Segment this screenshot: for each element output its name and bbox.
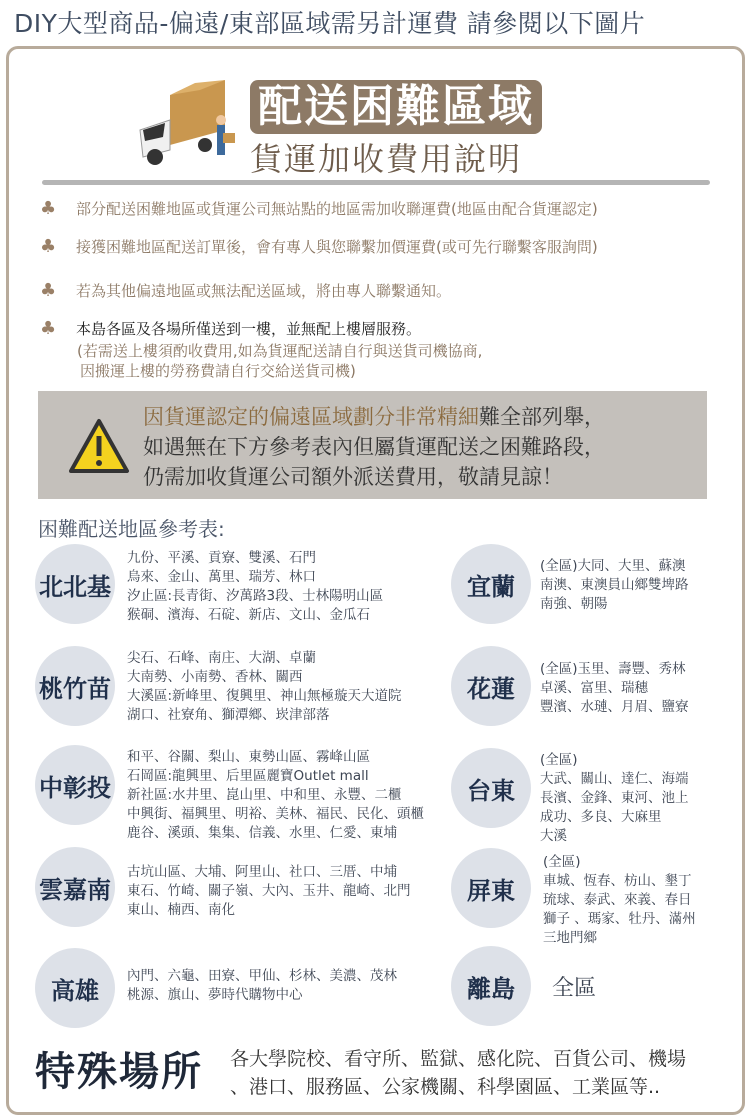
page-title: DIY大型商品-偏遠/東部區域需另計運費 請參閱以下圖片 xyxy=(14,9,646,38)
bullet-text: 部分配送困難地區或貨運公司無站點的地區需加收聯運費(地區由配合貨運認定) xyxy=(76,200,598,218)
region-areas: 全區 xyxy=(552,976,597,1001)
region-badge: 高雄 xyxy=(35,948,115,1028)
region-areas: 尖石、石峰、南庄、大湖、卓蘭 大南勢、小南勢、香林、關西 大溪區:新峰里、復興里、神山無極璇天大道院 湖口、社寮角、獅潭鄉、崁津部落 xyxy=(127,650,402,723)
region-badge: 台東 xyxy=(451,748,531,828)
reference-table-title: 困難配送地區參考表: xyxy=(38,517,225,541)
region-areas: 和平、谷關、梨山、東勢山區、霧峰山區 石岡區:龍興里、后里區麗寶Outlet mall 新社區:水井里、崑山里、中和里、永豐、二櫃 中興街、福興里、明裕、美林、福民、民化、頭櫃 鹿谷、溪頭、集集、信義、水里、仁愛、東埔 xyxy=(127,749,424,841)
special-places-label: 特殊場所 xyxy=(35,1049,203,1095)
warning-line: 如遇無在下方參考表內但屬貨運配送之困難路段， xyxy=(143,435,605,459)
bullet-item xyxy=(40,198,598,219)
bullet-item xyxy=(40,236,598,257)
bullet-note: 因搬運上樓的勞務費請自行交給送貨司機) xyxy=(80,362,356,380)
region-badge: 離島 xyxy=(451,946,531,1026)
maple-leaf-icon: ♣ xyxy=(40,198,57,219)
region-areas: (全區)玉里、壽豐、秀林 卓溪、富里、瑞穗 豐濱、水璉、月眉、鹽寮 xyxy=(540,661,689,715)
warning-highlight: 因貨運認定的偏遠區域劃分非常精細 xyxy=(143,405,479,429)
region-badge: 花蓮 xyxy=(451,646,531,726)
region-badge: 桃竹苗 xyxy=(35,646,115,726)
region-badge: 北北基 xyxy=(35,544,115,624)
maple-leaf-icon: ♣ xyxy=(40,236,57,257)
delivery-truck-icon xyxy=(135,75,245,170)
region-areas: (全區) 大武、關山、達仁、海端 長濱、金鋒、東河、池上 成功、多良、大麻里 大溪 xyxy=(540,752,689,844)
bullet-text: 本島各區及各場所僅送到一樓，並無配上樓層服務。 xyxy=(76,320,422,338)
region-badge: 中彰投 xyxy=(35,745,115,825)
maple-leaf-icon: ♣ xyxy=(40,318,57,339)
bullet-text: 若為其他偏遠地區或無法配送區域，將由專人聯繫通知。 xyxy=(76,282,452,300)
header-subtitle: 貨運加收費用說明 xyxy=(250,140,523,178)
region-areas: 古坑山區、大埔、阿里山、社口、三厝、中埔 東石、竹崎、關子嶺、大內、玉井、龍崎、北門 東山、楠西、南化 xyxy=(127,864,411,918)
maple-leaf-icon: ♣ xyxy=(40,280,57,301)
region-badge: 雲嘉南 xyxy=(35,847,115,927)
bullet-item xyxy=(40,280,451,301)
warning-text xyxy=(143,402,605,492)
special-places-text: 各大學院校、看守所、監獄、感化院、百貨公司、機場 、港口、服務區、公家機關、科學園區、工業區等.. xyxy=(230,1048,687,1098)
region-badge: 屏東 xyxy=(451,848,531,928)
region-areas: 九份、平溪、貢寮、雙溪、石門 烏來、金山、萬里、瑞芳、林口 汐止區:長青街、汐萬路3段、士林陽明山區 猴硐、濱海、石碇、新店、文山、金瓜石 xyxy=(127,550,384,623)
bullet-note: (若需送上樓須酌收費用,如為貨運配送請自行與送貨司機協商, xyxy=(77,342,483,360)
bullet-item xyxy=(40,318,421,339)
header-title: 配送困難區域 xyxy=(250,80,542,134)
bullet-text: 接獲困難地區配送訂單後，會有專人與您聯繫加價運費(或可先行聯繫客服詢問) xyxy=(76,238,598,256)
region-areas: (全區)大同、大里、蘇澳 南澳、東澳員山鄉雙埤路 南強、朝陽 xyxy=(540,558,689,612)
warning-line: 仍需加收貨運公司額外派送費用，敬請見諒！ xyxy=(143,465,563,489)
warning-line: 難全部列舉， xyxy=(479,405,605,429)
divider xyxy=(42,180,710,185)
warning-icon xyxy=(68,418,130,474)
region-badge: 宜蘭 xyxy=(451,544,531,624)
region-areas: (全區) 車城、恆春、枋山、墾丁 琉球、泰武、來義、春日 獅子 、瑪家、牡丹、滿州 三地門鄉 xyxy=(543,854,696,946)
region-areas: 內門、六龜、田寮、甲仙、杉林、美濃、茂林 桃源、旗山、夢時代購物中心 xyxy=(127,968,397,1003)
